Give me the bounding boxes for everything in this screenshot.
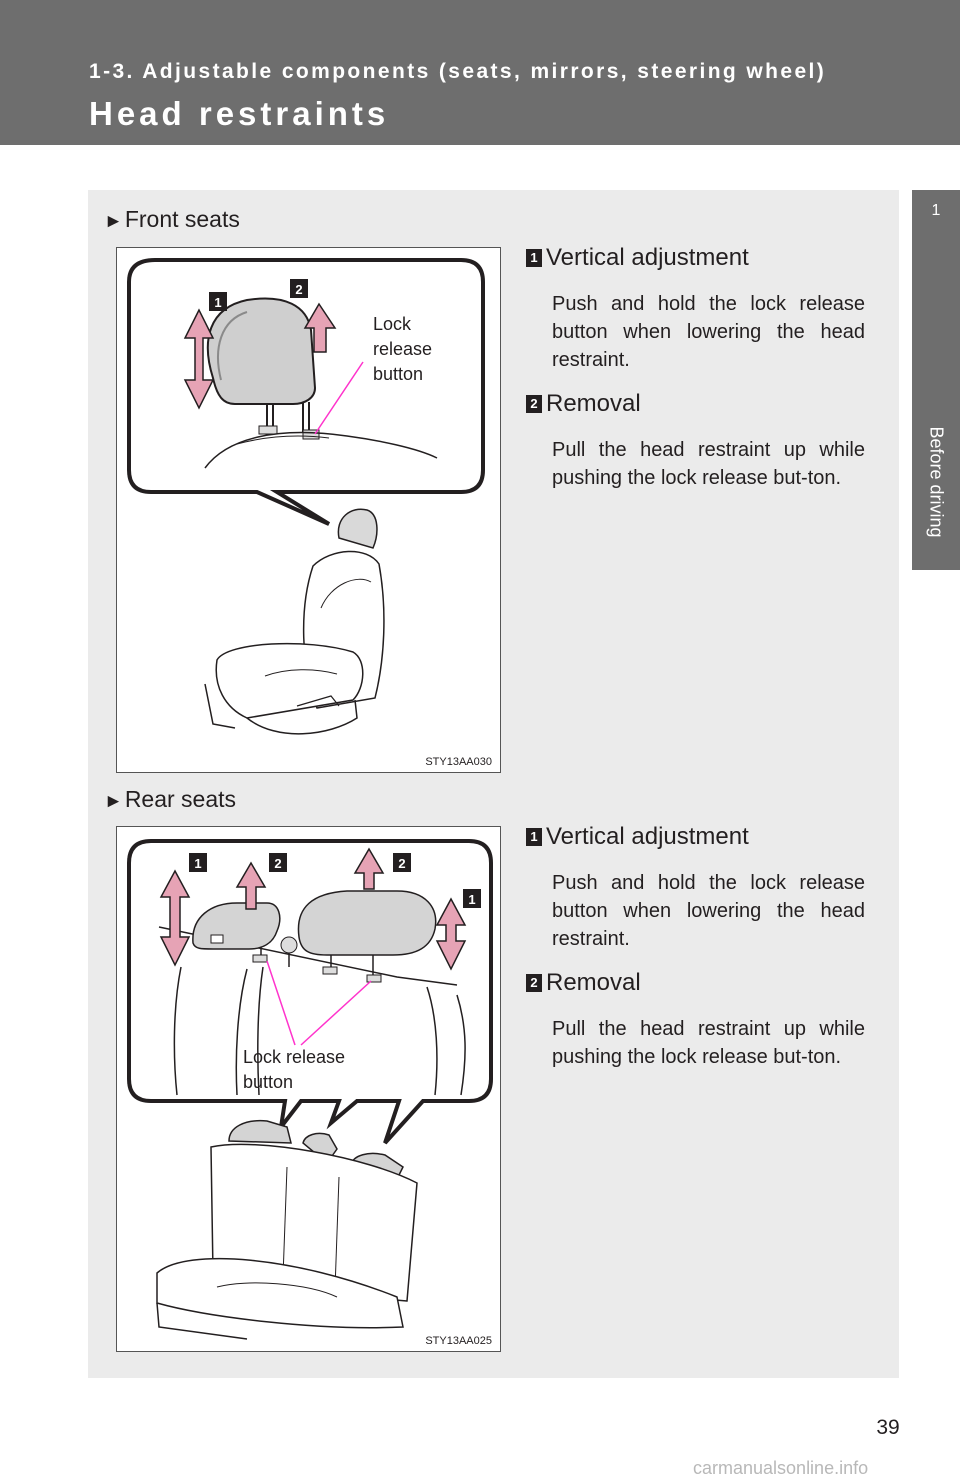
front-seat-illustration	[117, 248, 500, 772]
chapter-number: 1	[931, 202, 941, 219]
pointer-triangle-icon: ►	[104, 211, 123, 232]
rear-item-2-title	[530, 969, 641, 997]
front-lock-release-label	[373, 312, 432, 387]
item-title: Vertical adjustment	[546, 244, 749, 271]
front-seats-heading-text: Front seats	[124, 206, 240, 232]
rear-lock-release-label	[243, 1045, 345, 1095]
item-number-badge: 1	[526, 249, 542, 267]
svg-text:2: 2	[295, 282, 303, 297]
rear-item-1-text: Push and hold the lock release button when lowering the head restraint.	[552, 872, 865, 950]
svg-text:2: 2	[274, 856, 282, 871]
watermark: carmanualsonline.info	[693, 1458, 869, 1478]
lock-label-line: button	[373, 364, 424, 384]
front-item-1-title	[530, 244, 749, 272]
lock-label-line: release	[373, 339, 433, 359]
front-seats-heading	[104, 206, 240, 233]
chapter-label: Before driving	[926, 426, 947, 538]
lock-label-line: Lock	[373, 314, 412, 334]
front-item-1-text: Push and hold the lock release button when lowering the head restraint.	[552, 293, 865, 371]
rear-seats-heading	[104, 786, 236, 813]
svg-text:1: 1	[214, 295, 222, 310]
rear-item-1-title	[530, 823, 749, 851]
header-band	[0, 0, 960, 145]
figure-code: STY13AA025	[425, 1335, 492, 1347]
front-seat-figure	[116, 247, 501, 773]
page-title: Head restraints	[89, 95, 390, 132]
section-subtitle: 1-3. Adjustable components (seats, mirrors, steering wheel)	[89, 60, 827, 83]
svg-text:1: 1	[468, 892, 476, 907]
svg-text:2: 2	[398, 856, 406, 871]
chapter-tab[interactable]	[912, 190, 960, 570]
lock-label-line: Lock release	[243, 1047, 346, 1067]
svg-text:1: 1	[194, 856, 202, 871]
rear-seat-figure	[116, 826, 501, 1352]
front-item-2-text: Pull the head restraint up while pushing the lock release but-ton.	[552, 439, 865, 489]
figure-code: STY13AA030	[425, 756, 492, 768]
item-title: Vertical adjustment	[546, 823, 749, 850]
pointer-triangle-icon: ►	[104, 791, 123, 812]
item-title: Removal	[546, 969, 641, 996]
item-title: Removal	[546, 390, 641, 417]
rear-seats-heading-text: Rear seats	[124, 786, 237, 812]
item-number-badge: 2	[526, 395, 542, 413]
page-number: 39	[876, 1416, 900, 1439]
lock-label-line: button	[243, 1072, 294, 1092]
front-item-2-title	[530, 390, 641, 418]
rear-item-2-text: Pull the head restraint up while pushing the lock release but-ton.	[552, 1018, 865, 1068]
item-number-badge: 2	[526, 974, 542, 992]
item-number-badge: 1	[526, 828, 542, 846]
